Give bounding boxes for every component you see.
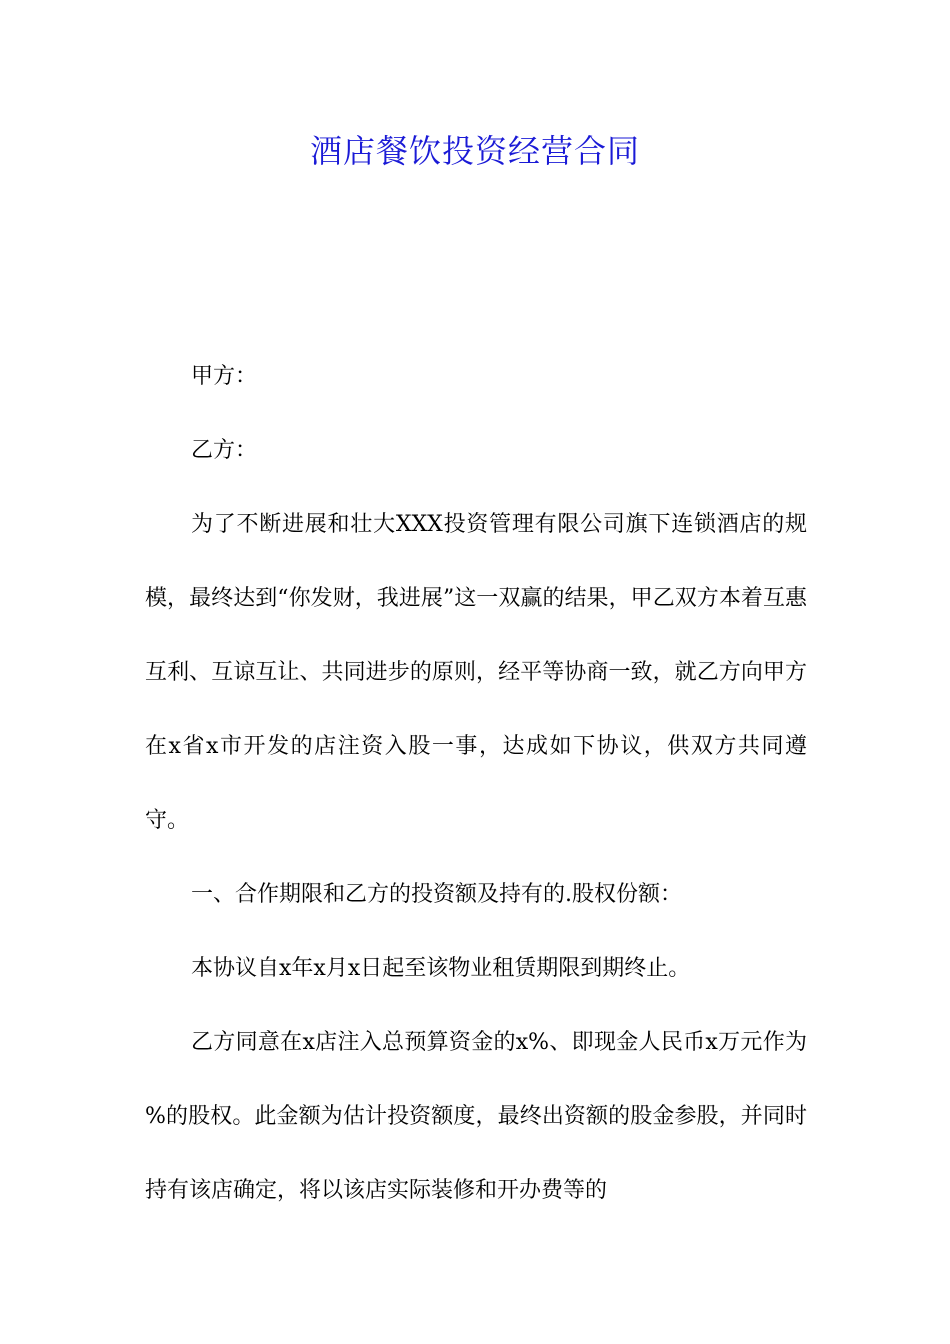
party-b-line: 乙方： bbox=[191, 438, 258, 463]
preamble-paragraph: 为了不断进展和壮大XXX投资管理有限公司旗下连锁酒店的规模，最终达到“你发财，我进展”这一双赢的结果，甲乙双方本着互惠互利、互谅互让、共同进步的原则，经平等协商一致，就乙方向甲方在x省x市开发的店注资入股一事，达成如下协议，供双方共同遵守。 bbox=[145, 512, 807, 833]
document-body bbox=[145, 340, 807, 1228]
party-a-line: 甲方： bbox=[191, 364, 258, 389]
term-paragraph: 本协议自x年x月x日起至该物业租赁期限到期终止。 bbox=[191, 956, 691, 981]
section-heading-1: 一、合作期限和乙方的投资额及持有的.股权份额： bbox=[191, 882, 682, 907]
document-title: 酒店餐饮投资经营合同 bbox=[309, 132, 640, 170]
investment-paragraph: 乙方同意在x店注入总预算资金的x%、即现金人民币x万元作为 %的股权。此金额为估计投资额度，最终出资额的股金参股，并同时持有该店确定，将以该店实际装修和开办费等的 bbox=[145, 1030, 807, 1203]
